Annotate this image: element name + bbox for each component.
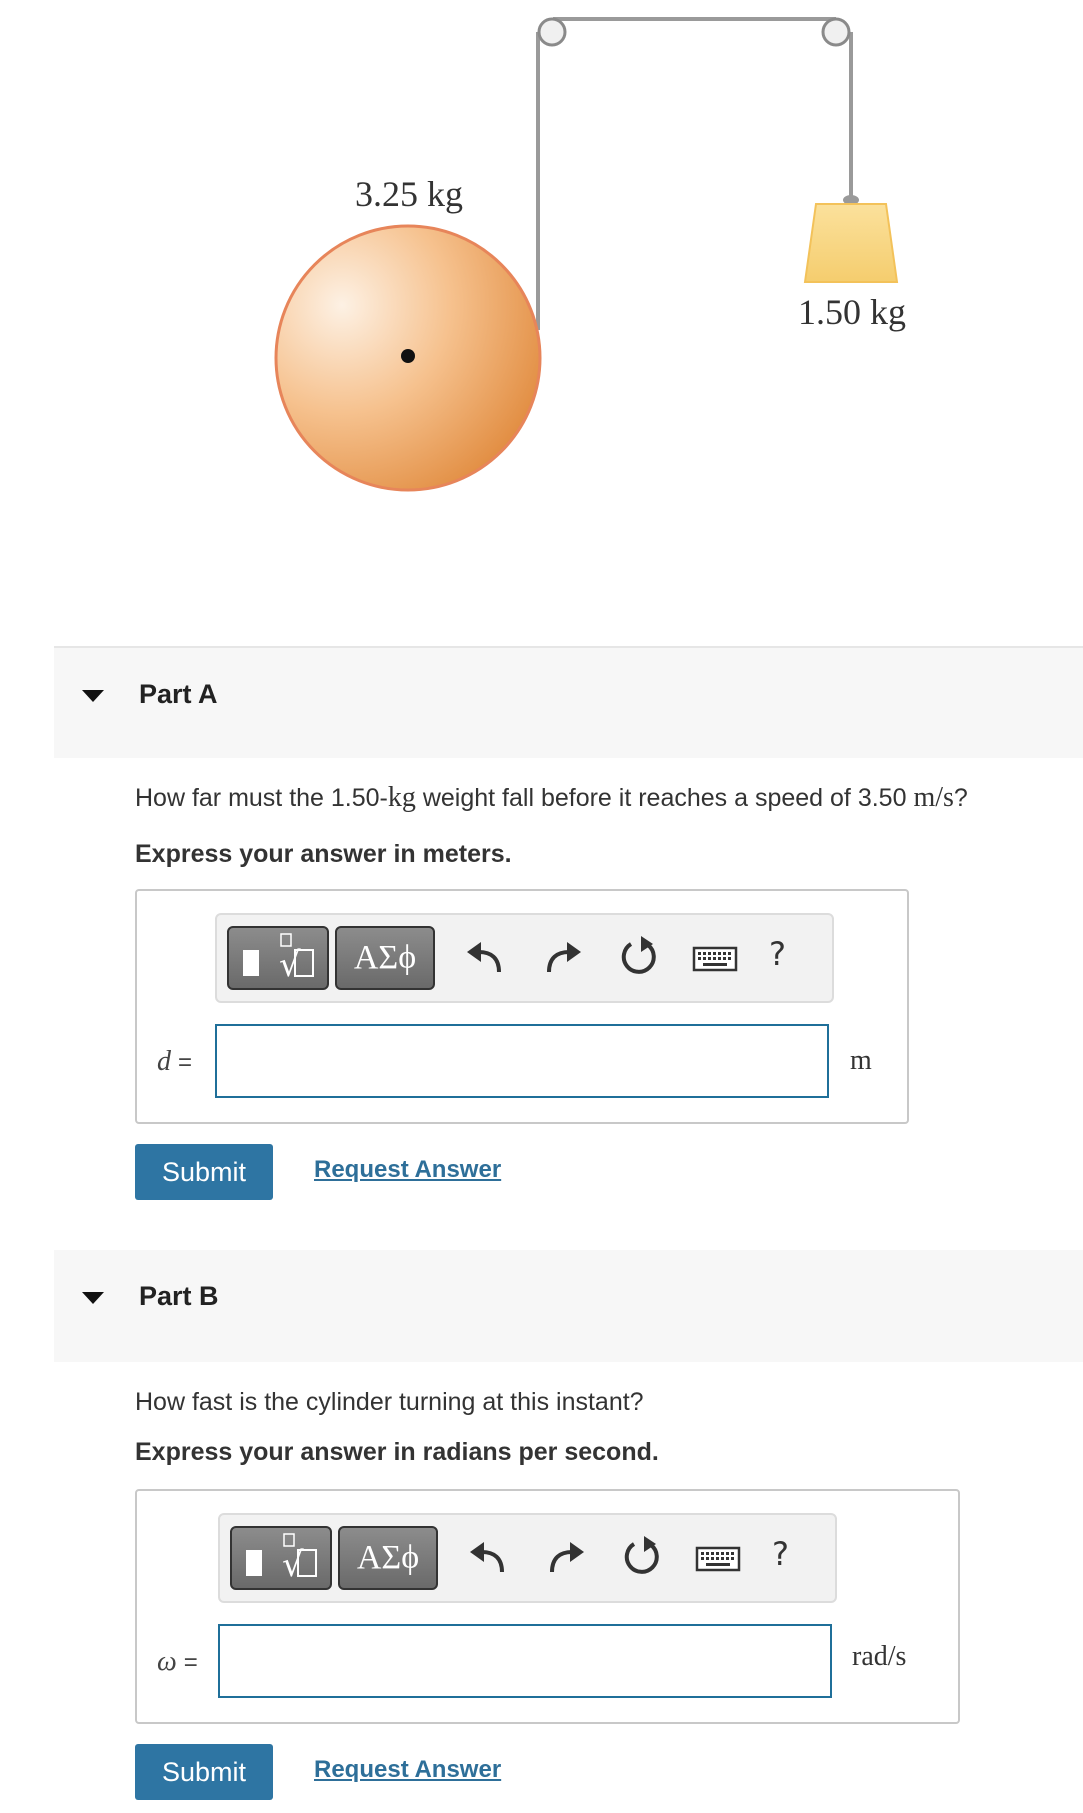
undo-icon[interactable] bbox=[461, 930, 513, 986]
collapse-triangle-icon[interactable] bbox=[82, 1292, 104, 1304]
right-pulley bbox=[823, 19, 849, 45]
redo-icon[interactable] bbox=[538, 1530, 590, 1586]
unit-label: rad/s bbox=[852, 1641, 907, 1672]
equals-sign: = bbox=[183, 1649, 198, 1676]
part-a-question bbox=[135, 782, 968, 814]
part-a-title: Part A bbox=[139, 679, 218, 709]
cylinder-mass-label: 3.25 kg bbox=[355, 174, 463, 214]
collapse-triangle-icon[interactable] bbox=[82, 690, 104, 702]
question-unit-kg: kg bbox=[387, 782, 416, 813]
help-icon[interactable]: ? bbox=[772, 1535, 789, 1573]
templates-button[interactable] bbox=[227, 926, 329, 990]
part-a-header[interactable] bbox=[54, 646, 1083, 758]
answer-input[interactable] bbox=[218, 1624, 832, 1698]
part-a-answer-box bbox=[135, 889, 909, 1124]
request-answer-link[interactable]: Request Answer bbox=[314, 1156, 502, 1183]
string bbox=[538, 19, 851, 330]
keyboard-icon[interactable] bbox=[689, 930, 741, 986]
part-b-question: How fast is the cylinder turning at this instant? bbox=[135, 1388, 644, 1416]
reset-icon[interactable] bbox=[616, 1530, 668, 1586]
greek-symbols-button[interactable] bbox=[335, 926, 435, 990]
weight-mass-label: 1.50 kg bbox=[798, 292, 906, 332]
question-mark: ? bbox=[953, 784, 968, 812]
math-toolbar bbox=[215, 913, 834, 1003]
help-icon[interactable]: ? bbox=[769, 935, 786, 973]
equals-sign: = bbox=[178, 1049, 193, 1076]
svg-text:√: √ bbox=[279, 945, 301, 985]
part-b-answer-box bbox=[135, 1489, 960, 1724]
submit-button[interactable]: Submit bbox=[135, 1744, 273, 1800]
templates-icon bbox=[232, 1528, 330, 1588]
question-unit-speed: m/s bbox=[913, 782, 954, 813]
math-toolbar bbox=[218, 1513, 837, 1603]
question-text-mid: weight fall before it reaches a speed of 3.50 bbox=[415, 784, 914, 812]
question-text: How far must the 1.50- bbox=[135, 784, 388, 812]
templates-icon bbox=[229, 928, 327, 988]
reset-icon[interactable] bbox=[613, 930, 665, 986]
part-b-header[interactable] bbox=[54, 1250, 1083, 1362]
part-b-title: Part B bbox=[139, 1281, 219, 1311]
keyboard-icon[interactable] bbox=[692, 1530, 744, 1586]
variable-symbol: ω bbox=[157, 1646, 177, 1677]
variable-symbol: d bbox=[157, 1046, 171, 1077]
greek-symbols-icon: ΑΣϕ bbox=[353, 939, 417, 976]
undo-icon[interactable] bbox=[464, 1530, 516, 1586]
unit-label: m bbox=[850, 1045, 872, 1076]
hanging-weight bbox=[805, 204, 897, 282]
templates-button[interactable] bbox=[230, 1526, 332, 1590]
request-answer-link[interactable]: Request Answer bbox=[314, 1756, 502, 1783]
answer-input[interactable] bbox=[215, 1024, 829, 1098]
part-b-instruction: Express your answer in radians per second. bbox=[135, 1438, 659, 1466]
submit-button[interactable]: Submit bbox=[135, 1144, 273, 1200]
left-pulley bbox=[539, 19, 565, 45]
physics-figure bbox=[0, 0, 1083, 640]
part-a-instruction: Express your answer in meters. bbox=[135, 840, 512, 868]
svg-text:√: √ bbox=[282, 1545, 304, 1585]
redo-icon[interactable] bbox=[535, 930, 587, 986]
cylinder-axis-dot bbox=[401, 349, 415, 363]
variable-label bbox=[157, 1046, 192, 1078]
greek-symbols-icon: ΑΣϕ bbox=[356, 1539, 420, 1576]
greek-symbols-button[interactable] bbox=[338, 1526, 438, 1590]
variable-label bbox=[157, 1646, 198, 1678]
